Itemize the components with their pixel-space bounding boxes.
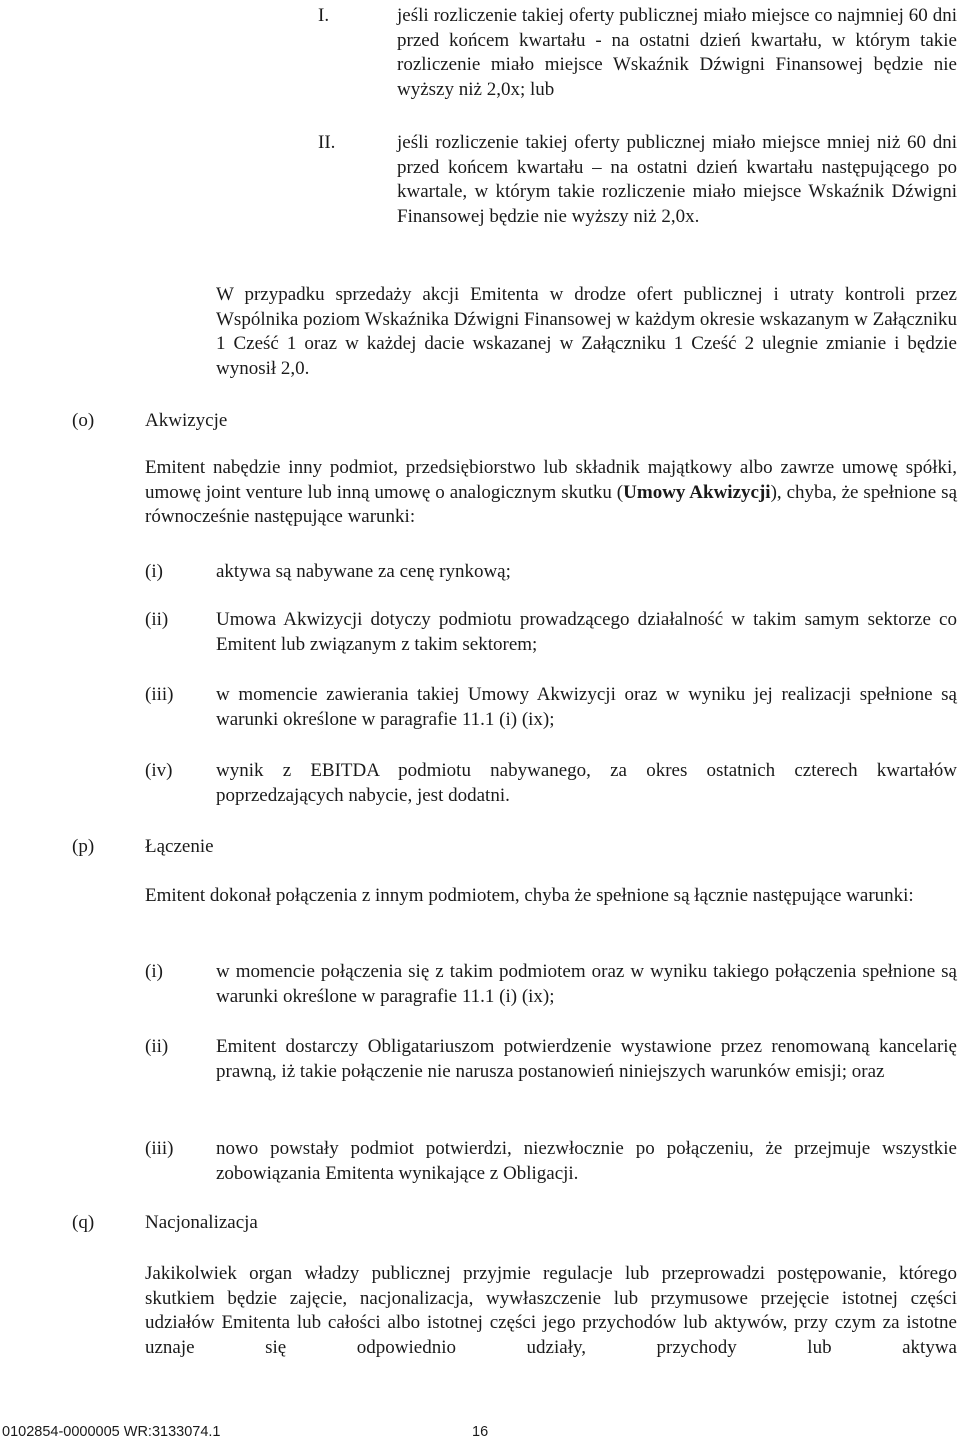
list-item-text: aktywa są nabywane za cenę rynkową; xyxy=(216,561,511,582)
section-label-p: (p) xyxy=(72,836,95,857)
roman-item-text: jeśli rozliczenie takiej oferty publicznej miało miejsce co najmniej 60 dni przed końcem kwartału - na ostatni dzień kwartału, w którym takie rozliczenie miało miejsce Wskaźnik Dźwigni Finansowej będzie nie wyższy niż 2,0x; lub xyxy=(397,5,957,100)
roman-item-text: jeśli rozliczenie takiej oferty publicznej miało miejsce mniej niż 60 dni przed końcem kwartału – na ostatni dzień kwartału następującego po kwartale, w którym takie rozliczenie miało miejsce Wskaźnik Dźwigni Finansowej będzie nie wyższy niż 2,0x. xyxy=(397,132,957,227)
list-item-text: Emitent dostarczy Obligatariuszom potwierdzenie wystawione przez renomowaną kancelarię prawną, iż takie połączenie nie narusza postanowień niniejszych warunków emisji; oraz xyxy=(216,1036,957,1082)
paragraph-sale: W przypadku sprzedaży akcji Emitenta w drodze ofert publicznej i utraty kontroli przez Wspólnika poziom Wskaźnika Dźwigni Finansowej w każdym okresie wskazanym w Załączniku 1 Cześć 1 oraz w każdej dacie wskazanej w Załączniku 1 Cześć 2 ulegnie zmianie i będzie wynosił 2,0. xyxy=(216,284,957,379)
list-item-text: w momencie połączenia się z takim podmiotem oraz w wyniku takiego połączenia spełnione są warunki określone w paragrafie 11.1 (i) (ix); xyxy=(216,961,957,1007)
section-title-acquisitions: Akwizycje xyxy=(145,410,228,431)
section-q-intro: Jakikolwiek organ władzy publicznej przyjmie regulacje lub przeprowadzi postępowanie, którego skutkiem będzie zajęcie, nacjonalizacja, wywłaszczenie lub przymusowe przejęcie istotnej części udziałów Emitenta lub całości albo istotnej części jego przychodów lub aktywów, przy czym za istotne uznaje się odpowiednio udziały, przychody lub aktywa xyxy=(145,1263,957,1358)
list-item-text: Umowa Akwizycji dotyczy podmiotu prowadzącego działalność w takim samym sektorze co Emitent lub związanym z takim sektorem; xyxy=(216,609,957,655)
list-item-number: (iii) xyxy=(145,1138,174,1159)
list-item-number: (i) xyxy=(145,561,163,582)
list-item-number: (i) xyxy=(145,961,163,982)
roman-item-number: II. xyxy=(318,132,336,153)
list-item-text: wynik z EBITDA podmiotu nabywanego, za okres ostatnich czterech kwartałów poprzedzających nabycie, jest dodatni. xyxy=(216,760,957,806)
list-item-number: (ii) xyxy=(145,1036,169,1057)
list-item-text: w momencie zawierania takiej Umowy Akwizycji oraz w wyniku jej realizacji spełnione są warunki określone w paragrafie 11.1 (i) (ix); xyxy=(216,684,957,730)
list-item-number: (iii) xyxy=(145,684,174,705)
footer-document-id: 0102854-0000005 WR:3133074.1 xyxy=(2,1424,221,1440)
section-title-merger: Łączenie xyxy=(145,836,214,857)
list-item-number: (ii) xyxy=(145,609,169,630)
defined-term: Umowy Akwizycji xyxy=(623,481,771,503)
list-item-number: (iv) xyxy=(145,760,173,781)
section-p-intro: Emitent dokonał połączenia z innym podmiotem, chyba że spełnione są łącznie następujące warunki: xyxy=(145,885,914,906)
section-o-intro: Emitent nabędzie inny podmiot, przedsiębiorstwo lub składnik majątkowy albo zawrze umowę spółki, umowę joint venture lub inną umowę o analogicznym skutku (Umowy Akwizycji), chyba, że spełnione są równocześnie następujące warunki: xyxy=(145,457,957,528)
section-label-q: (q) xyxy=(72,1212,95,1233)
footer-page-number: 16 xyxy=(472,1424,489,1440)
section-title-nationalization: Nacjonalizacja xyxy=(145,1212,258,1233)
section-label-o: (o) xyxy=(72,410,95,431)
list-item-text: nowo powstały podmiot potwierdzi, niezwłocznie po połączeniu, że przejmuje wszystkie zobowiązania Emitenta wynikające z Obligacji. xyxy=(216,1138,957,1184)
roman-item-number: I. xyxy=(318,5,330,26)
